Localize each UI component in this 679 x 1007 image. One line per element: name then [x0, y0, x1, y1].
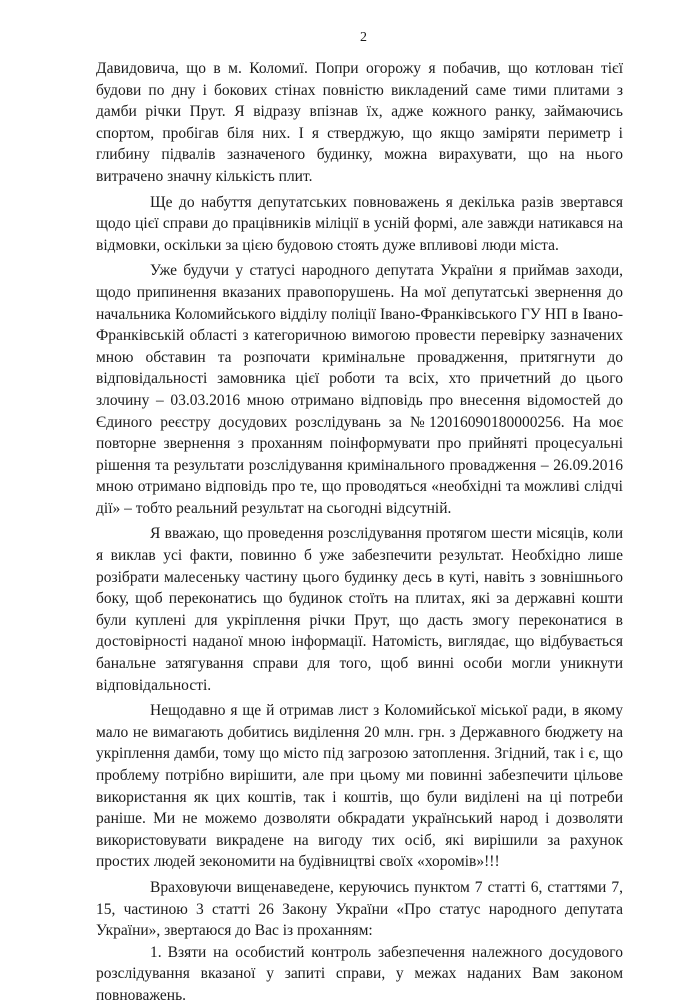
paragraph-deputy-appeals: Уже будучи у статусі народного депутата України я приймав заходи, щодо припинення вказаних правопорушень. На мої депутатські звернення до начальника Коломийського відділу поліції Івано-Франківського ГУ НП в Івано-Франківській області з категоричною вимогою провести перевірку зазначених мною обставин та розпочати кримінальне провадження, притягнути до відповідальності замовника цієї роботи та всіх, хто причетний до цього злочину – 03.03.2016 мною отримано відповідь про внесення відомостей до Єдиного реєстру досудових розслідувань за №12016090180000256. На моє повторне звернення з проханням поінформувати про прийняті процесуальні рішення та результати розслідування кримінального провадження – 26.09.2016 мною отримано відповідь про те, що проводяться «необхідні та можливі слідчі дії» – тобто реальний результат на сьогодні відсутній. — [96, 262, 623, 517]
paragraph-city-council-letter: Нещодавно я ще й отримав лист з Коломийської міської ради, в якому мало не вимагають добитись виділення 20 млн. грн. з Державного бюджету на укріплення дамби, тому що місто під загрозою затоплення. Згідний, так і є, що проблему потрібно вирішити, але при цьому ми повинні забезпечити цільове використання як цих коштів, так і коштів, що були виділені на ці потреби раніше. Ми не можемо дозволяти обкрадати український народ і дозволяти використовувати викрадене на вигоду тих осіб, які вирішили за рахунок простих людей зекономити на будівництві своїх «хоромів»!!! — [96, 702, 623, 871]
request-list-item — [96, 942, 623, 1007]
paragraph-continuation: Давидовича, що в м. Коломиї. Попри огорожу я побачив, що котлован тієї будови по дну і бокових стінах повністю викладений саме тими плитами з дамби річки Прут. Я відразу впізнав їх, адже кожного ранку, займаючись спортом, пробігав біля них. І я стверджую, що якщо заміряти периметр і глибину підвалів зазначеного будинку, можна вирахувати, що на нього витрачено значну кількість плит. — [96, 60, 623, 185]
paragraph-prior-appeals: Ще до набуття депутатських повноважень я декілька разів звертався щодо цієї справи до працівників міліції в усній формі, але завжди натикався на відмовки, оскільки за цією будовою стоять дуже впливові люди міста. — [96, 193, 623, 254]
paragraph-request-intro: Враховуючи вищенаведене, керуючись пунктом 7 статті 6, статтями 7, 15, частиною 3 статті 26 Закону України «Про статус народного депутата України», звертаюся до Вас із проханням: — [96, 878, 623, 940]
paragraph-investigation-opinion: Я вважаю, що проведення розслідування протягом шести місяців, коли я виклав усі факти, повинно б уже забезпечити результат. Необхідно лише розібрати малесеньку частину цього будинку десь в куті, навіть з зовнішнього боку, щоб переконатись що будинок стоїть на плитах, які за державні кошти були куплені для укріплення річки Прут, що дасть змогу переконатися в достовірності наданої мною інформації. Натомість, виглядає, що відбувається банальне затягування справи для того, щоб винні особи могли уникнути відповідальності. — [96, 525, 623, 694]
page-number: 2 — [360, 30, 367, 45]
list-item-number: 1. — [150, 943, 162, 961]
list-item-text: Взяти на особистий контроль забезпечення належного досудового розслідування вказаної у запиті справи, у межах наданих Вам законом повноважень. — [96, 943, 623, 1004]
